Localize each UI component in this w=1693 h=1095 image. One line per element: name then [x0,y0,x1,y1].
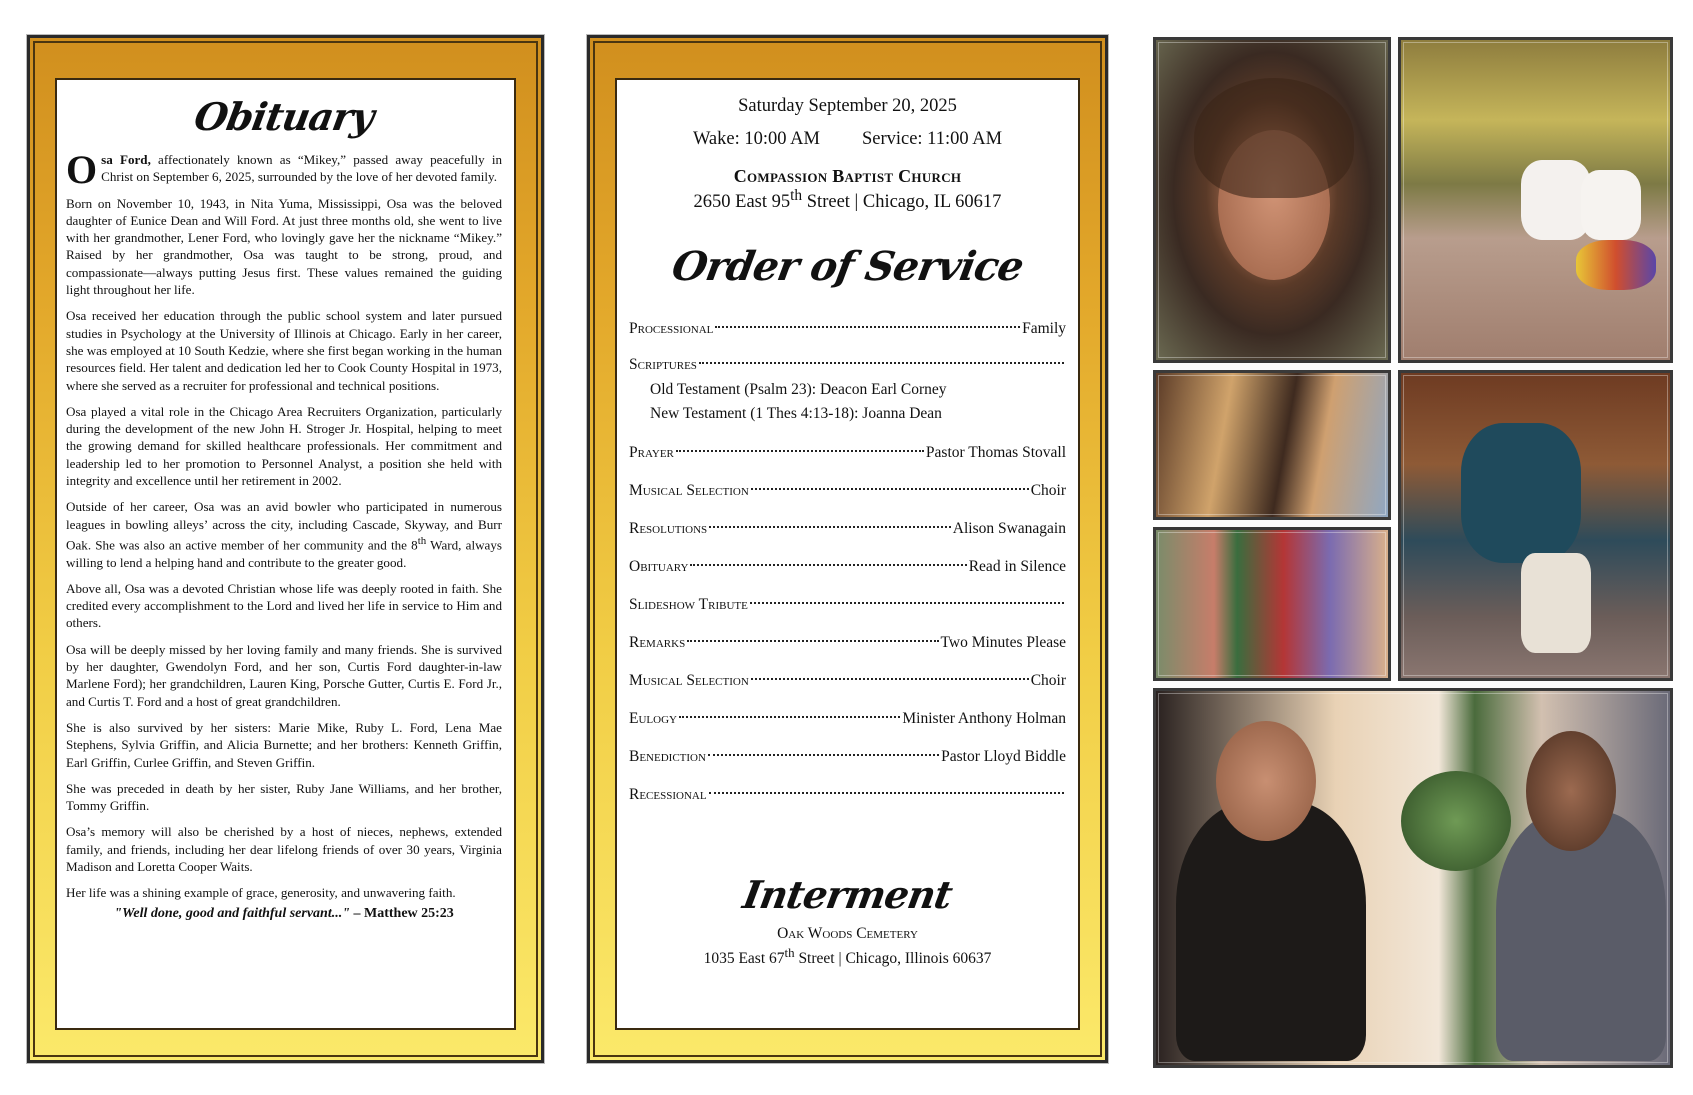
program-item-scriptures [629,348,1066,378]
portrait-photo [1153,37,1391,363]
obituary-page [55,78,516,1030]
address-text: 2650 East 95 [693,192,791,213]
person-right-shape [1496,811,1666,1061]
three-women-photo [1153,527,1391,681]
leader-dots [699,362,1064,364]
obituary-paragraph-8: She is also survived by her sisters: Marie Mike, Ruby L. Ford, Lena Mae Stephens, Sylvia Griffin, and Alicia Burnette; and her brothers: Kenneth Griffin, Earl Griffin, Curlee Griffin, and Steven Griffin. [66,719,502,770]
drop-cap: O [66,147,98,192]
plant-shape [1401,771,1511,871]
obituary-paragraph-11: Her life was a shining example of grace, generosity, and unwavering faith. [66,885,456,901]
leader-dots [676,450,924,452]
program-label: Eulogy [629,710,677,728]
cemetery-address [629,945,1066,968]
service-times [629,129,1066,150]
program-item-benediction [629,738,1066,776]
program-label: Prayer [629,444,674,462]
order-of-service-panel [587,35,1108,1063]
address-text: 1035 East 67 [703,950,785,968]
church-name: Compassion Baptist Church [733,166,962,186]
seated-woman-photo [1398,370,1673,681]
program-participant: Family [1022,320,1066,338]
program-label: Musical Selection [629,672,749,690]
face-right-shape [1526,731,1616,851]
leader-dots [708,754,939,756]
program-participant: Pastor Thomas Stovall [925,444,1066,462]
ordinal-suffix: th [790,187,803,204]
program-item-resolutions [629,510,1066,548]
person-shape [1581,170,1641,240]
obituary-panel [27,35,544,1063]
program-label: Resolutions [629,520,708,538]
obituary-text: Outside of her career, Osa was an avid bowler who participated in numerous leagues in bowling alleys’ across the city, including Cascade, Skyway, and Burr Oak. She was also an active member of her community and the 8 [66,499,502,553]
program-item-recessional [629,776,1066,814]
program-participant: Choir [1030,672,1066,690]
program-label: Processional [629,320,714,338]
leader-dots [709,792,1064,794]
interment-title: Interment [739,872,956,918]
program-item-slideshow [629,586,1066,624]
quote-text: "Well done, good and faithful servant..." [114,905,350,921]
obituary-paragraph-10: Osa’s memory will also be cherished by a host of nieces, nephews, extended family, and friends, including her dear lifelong friends of over 30 years, Virginia Madison and Loretta Cooper Waits. [66,824,502,875]
ordinal-suffix: th [417,534,427,547]
program-item-processional [629,310,1066,348]
deceased-name: sa Ford, [101,152,151,167]
person-shape [1521,160,1591,240]
obituary-paragraph-7: Osa will be deeply missed by her loving family and many friends. She is survived by her daughter, Gwendolyn Ford, and her son, Curtis Ford daughter-in-law Marlene Ford); her grandchildren, Lauren King, Porsche Gutter, Curtis E. Ford Jr., and Curtis T. Ford and a host of great grandchildren. [66,641,502,709]
obituary-paragraph-5 [66,498,502,571]
wake-time: Wake: 10:00 AM [692,129,820,149]
coat-shape [1461,423,1581,563]
obituary-text: Ward, always willing to lend a helping hand and contribute to the greater good. [66,537,502,570]
quote-reference: – Matthew 25:23 [350,905,454,921]
program-label: Musical Selection [629,482,749,500]
obituary-title: Obituary [191,94,377,139]
cemetery-name: Oak Woods Cemetery [777,925,918,943]
program-item-musical-selection-2 [629,662,1066,700]
hair-shape [1194,78,1354,198]
ordinal-suffix: th [784,945,795,961]
order-of-service-page [615,78,1080,1030]
program-label: Slideshow Tribute [629,596,748,614]
person-left-shape [1176,801,1366,1061]
leader-dots [751,488,1029,490]
program-participant: Alison Swanagain [952,520,1066,538]
service-date: Saturday September 20, 2025 [738,96,957,116]
program-participant: Pastor Lloyd Biddle [941,748,1066,766]
program-item-remarks [629,624,1066,662]
church-address [629,187,1066,213]
skirt-shape [1576,240,1656,290]
scripture-old-testament: Old Testament (Psalm 23): Deacon Earl Corney [650,381,947,399]
obituary-paragraph-1 [66,147,502,192]
leader-dots [709,526,951,528]
picnic-photo [1398,37,1673,363]
leader-dots [715,326,1020,328]
program-item-eulogy [629,700,1066,738]
program-label: Recessional [629,786,707,804]
leader-dots [751,678,1029,680]
obituary-text: affectionately known as “Mikey,” passed away peacefully in Christ on September 6, 2025, surrounded by the love of her devoted family. [101,152,502,185]
program-participant: Minister Anthony Holman [902,710,1066,728]
program-participant: Two Minutes Please [940,634,1066,652]
order-of-service-title: Order of Service [668,243,1027,291]
obituary-paragraph-3: Osa received her education through the public school system and later pursued studies in Psychology at the University of Illinois at Chicago. Early in her career, she was employed at 10 South Kedzie, where she first began working in the human resources field. Her talent and dedication led her to Cook County Hospital in 1973, where she served as a recruiter for professional and technical positions. [66,308,502,393]
two-women-photo [1153,370,1391,520]
face-left-shape [1216,721,1316,841]
program-participant: Choir [1030,482,1066,500]
program-label: Scriptures [629,356,697,374]
leader-dots [679,716,900,718]
obituary-paragraph-4: Osa played a vital role in the Chicago Area Recruiters Organization, particularly during the development of the new John H. Stroger Jr. Hospital, helping to meet the growing demand for skilled healthcare professionals. Her commitment and leadership led to her promotion to Personnel Analyst, a position she held with integrity and excellence until her retirement in 2002. [66,403,502,489]
leader-dots [690,564,966,566]
program-item-obituary [629,548,1066,586]
obituary-paragraph-2: Born on November 10, 1943, in Nita Yuma, Mississippi, Osa was the beloved daughter of Eunice Dean and Will Ford. At just three months old, she went to live with her grandmother, Lener Ford, who lovingly gave her the nickname “Mikey.” Raised by her grandmother, Osa was taught to be strong, proud, and compassionate—always putting Jesus first. These values remained the guiding light throughout her life. [66,195,502,298]
two-women-seated-photo [1153,688,1673,1068]
face-shape [1218,130,1330,280]
address-text: Street | Chicago, IL 60617 [802,192,1002,213]
scripture-new-testament: New Testament (1 Thes 4:13-18): Joanna Dean [650,405,942,423]
program-item-prayer [629,434,1066,472]
obituary-paragraph-9: She was preceded in death by her sister, Ruby Jane Williams, and her brother, Tommy Griffin. [66,780,502,814]
program-participant: Read in Silence [968,558,1066,576]
leader-dots [750,602,1064,604]
leader-dots [687,640,938,642]
obituary-paragraph-6: Above all, Osa was a devoted Christian whose life was deeply rooted in faith. She credited every accomplishment to the Lord and lived her life in service to Him and others. [66,580,502,631]
program-label: Obituary [629,558,689,576]
program-label: Remarks [629,634,686,652]
program-item-musical-selection [629,472,1066,510]
address-text: Street | Chicago, Illinois 60637 [794,950,992,968]
scripture-quote [66,906,502,922]
boots-shape [1521,553,1591,653]
program-label: Benediction [629,748,706,766]
service-time: Service: 11:00 AM [861,129,1003,149]
